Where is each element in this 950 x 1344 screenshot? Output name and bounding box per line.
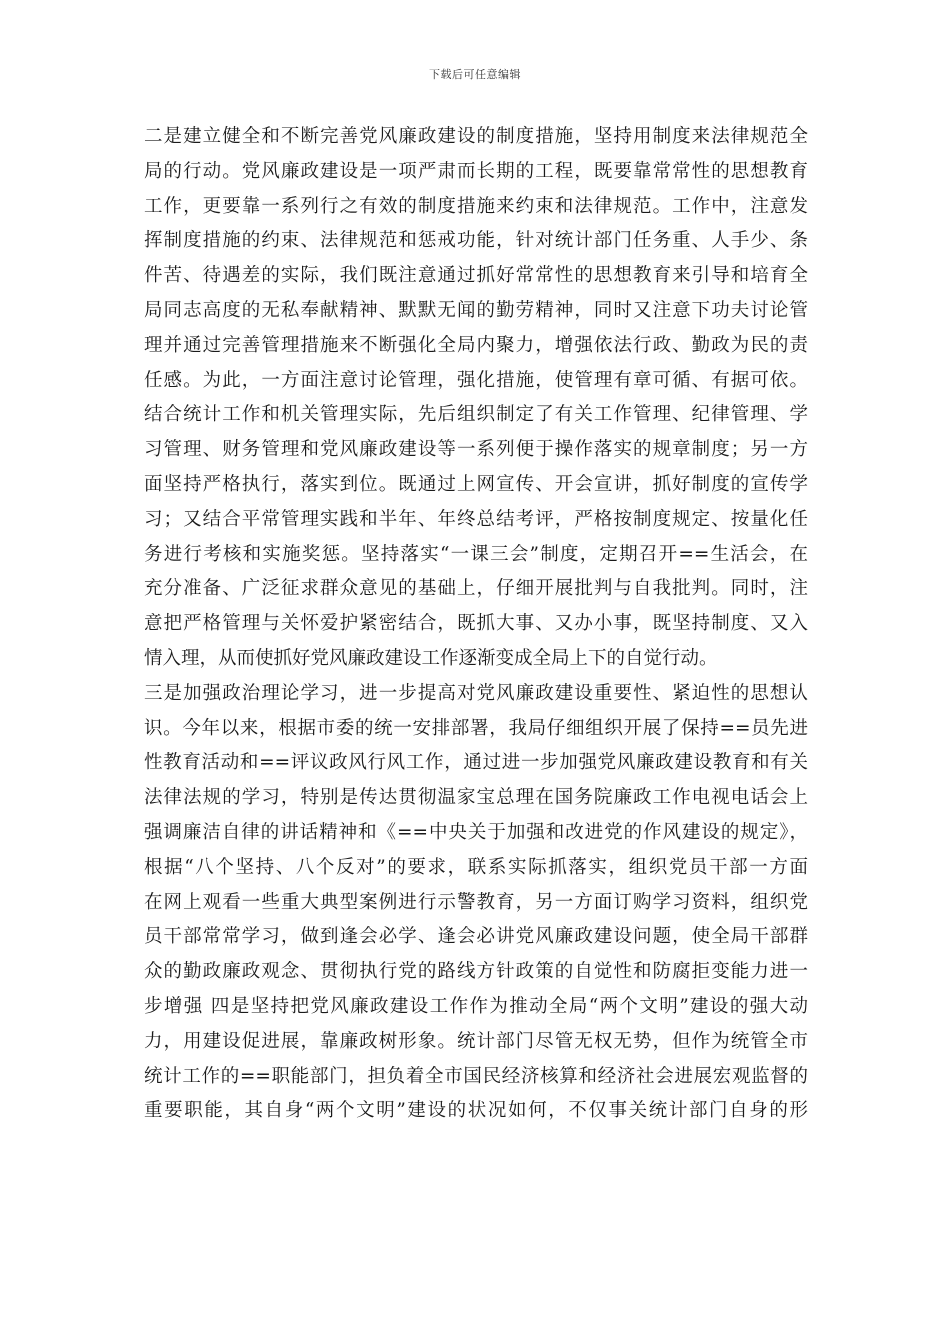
text-line: 识。今年以来，根据市委的统一安排部署，我局仔细组织开展了保持==员先进 (144, 717, 808, 739)
text-line: 理并通过完善管理措施来不断强化全局内聚力，增强依法行政、勤政为民的责 (144, 334, 808, 356)
text-line: 工作，更要靠一系列行之有效的制度措施来约束和法律规范。工作中，注意发 (144, 195, 808, 217)
text-line: 局同志高度的无私奉献精神、默默无闻的勤劳精神，同时又注意下功夫讨论管 (144, 299, 808, 321)
text-line: 法律法规的学习，特别是传达贯彻温家宝总理在国务院廉政工作电视电话会上 (144, 787, 808, 809)
text-line: 习；又结合平常管理实践和半年、年终总结考评，严格按制度规定、按量化任 (144, 508, 808, 530)
page-header-note: 下载后可任意编辑 (429, 68, 521, 81)
text-line: 根据“八个坚持、八个反对”的要求，联系实际抓落实，组织党员干部一方面 (144, 856, 808, 878)
text-line: 二是建立健全和不断完善党风廉政建设的制度措施，坚持用制度来法律规范全 (144, 126, 808, 147)
text-line: 员干部常常学习，做到逢会必学、逢会必讲党风廉政建设问题，使全局干部群 (144, 926, 808, 948)
text-line: 务进行考核和实施奖惩。坚持落实“一课三会”制度，定期召开==生活会，在 (144, 543, 808, 565)
text-line: 强调廉洁自律的讲话精神和《==中央关于加强和改进党的作风建设的规定》， (144, 821, 808, 843)
text-line: 件苦、待遇差的实际，我们既注意通过抓好常常性的思想教育来引导和培育全 (144, 265, 808, 287)
text-line: 性教育活动和==评议政风行风工作，通过进一步加强党风廉政建设教育和有关 (144, 752, 808, 774)
text-line: 三是加强政治理论学习，进一步提高对党风廉政建设重要性、紧迫性的思想认 (144, 682, 808, 704)
text-line: 结合统计工作和机关管理实际，先后组织制定了有关工作管理、纪律管理、学 (144, 404, 808, 426)
text-line: 挥制度措施的约束、法律规范和惩戒功能，针对统计部门任务重、人手少、条 (144, 230, 808, 252)
text-line: 局的行动。党风廉政建设是一项严肃而长期的工程，既要靠常常性的思想教育 (144, 160, 808, 182)
text-line: 意把严格管理与关怀爱护紧密结合，既抓大事、又办小事，既坚持制度、又入 (144, 613, 808, 635)
text-line: 在网上观看一些重大典型案例进行示警教育，另一方面订购学习资料，组织党 (144, 891, 808, 913)
text-line: 习管理、财务管理和党风廉政建设等一系列便于操作落实的规章制度；另一方 (144, 439, 808, 461)
text-line: 面坚持严格执行，落实到位。既通过上网宣传、开会宣讲，抓好制度的宣传学 (144, 473, 808, 495)
text-line: 统计工作的==职能部门，担负着全市国民经济核算和经济社会进展宏观监督的 (144, 1065, 808, 1087)
text-line: 重要职能，其自身“两个文明”建设的状况如何，不仅事关统计部门自身的形 (144, 1100, 808, 1122)
text-line: 情入理，从而使抓好党风廉政建设工作逐渐变成全局上下的自觉行动。 (144, 647, 718, 669)
document-body (144, 120, 808, 1129)
text-line: 众的勤政廉政观念、贯彻执行党的路线方针政策的自觉性和防腐拒变能力进一 (144, 961, 808, 983)
text-line: 任感。为此，一方面注意讨论管理，强化措施，使管理有章可循、有据可依。 (144, 369, 808, 391)
text-line: 步增强 四是坚持把党风廉政建设工作作为推动全局“两个文明”建设的强大动 (144, 995, 808, 1017)
text-line: 力，用建设促进展，靠廉政树形象。统计部门尽管无权无势，但作为统管全市 (144, 1030, 808, 1052)
text-line: 充分准备、广泛征求群众意见的基础上，仔细开展批判与自我批判。同时，注 (144, 578, 808, 600)
